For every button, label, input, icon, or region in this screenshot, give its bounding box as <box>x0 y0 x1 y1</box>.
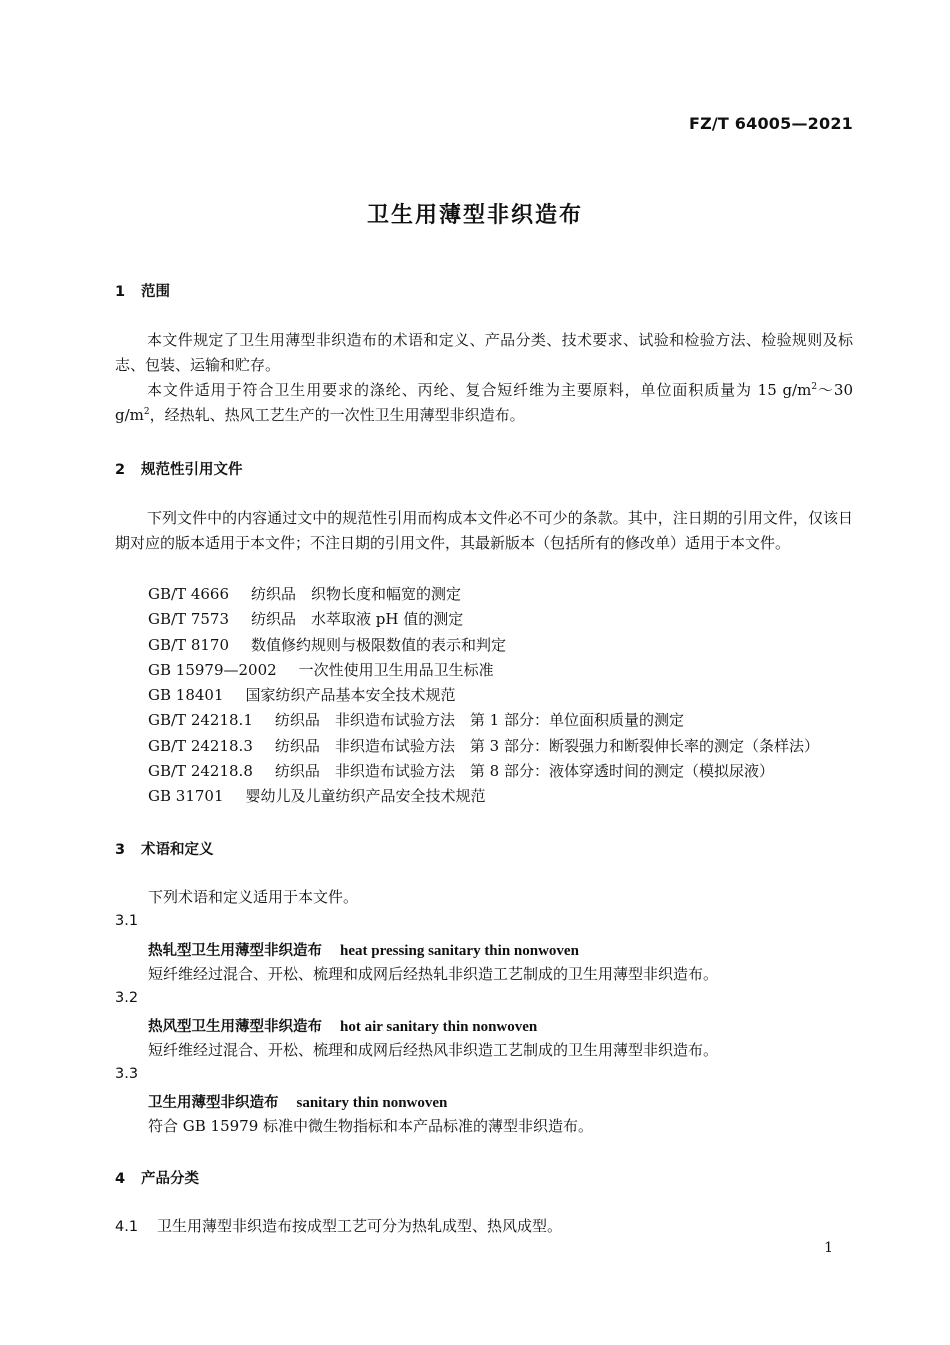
reference-code: GB/T 24218.8 <box>148 762 253 781</box>
term-english: hot air sanitary thin nonwoven <box>340 1019 538 1035</box>
reference-code: GB 18401 <box>148 686 224 705</box>
term-chinese: 热风型卫生用薄型非织造布 <box>148 1019 322 1035</box>
reference-title: 纺织品 非织造布试验方法 第 8 部分：液体穿透时间的测定（模拟尿液） <box>274 762 774 781</box>
reference-title: 国家纺织产品基本安全技术规范 <box>245 686 456 705</box>
term-number: 3.3 <box>115 1066 139 1082</box>
term-definition: 短纤维经过混合、开松、梳理和成网后经热轧非织造工艺制成的卫生用薄型非织造布。 <box>148 965 719 983</box>
term-number: 3.1 <box>115 913 139 929</box>
clause-number: 4.1 <box>115 1219 139 1235</box>
scope-paragraph-1: 本文件规定了卫生用薄型非织造布的术语和定义、产品分类、技术要求、试验和检验方法、检验规则及标志、包装、运输和贮存。 <box>115 331 853 374</box>
reference-list <box>148 582 819 810</box>
reference-item <box>148 734 819 759</box>
scope-paragraph-2-part-b: ～30 g/m <box>115 381 853 424</box>
reference-item <box>148 784 819 809</box>
reference-item <box>148 633 819 658</box>
term-heading <box>148 1015 537 1036</box>
reference-item <box>148 759 819 784</box>
document-title: 卫生用薄型非织造布 <box>366 203 583 228</box>
section-title: 产品分类 <box>141 1171 199 1187</box>
reference-code: GB/T 24218.1 <box>148 711 253 730</box>
term-chinese: 卫生用薄型非织造布 <box>148 1095 279 1111</box>
standard-code: FZ/T 64005—2021 <box>688 114 853 133</box>
section-3-heading <box>115 838 214 859</box>
term-heading <box>148 939 579 960</box>
scope-paragraph-2-part-a: 本文件适用于符合卫生用要求的涤纶、丙纶、复合短纤维为主要原料，单位面积质量为 15 g/m <box>147 381 812 399</box>
term-definition: 符合 GB 15979 标准中微生物指标和本产品标准的薄型非织造布。 <box>148 1117 594 1135</box>
term-english: sanitary thin nonwoven <box>296 1095 448 1111</box>
terms-intro: 下列术语和定义适用于本文件。 <box>148 888 359 906</box>
term-number: 3.2 <box>115 990 139 1006</box>
reference-item <box>148 683 819 708</box>
section-number: 4 <box>115 1171 126 1187</box>
reference-item <box>148 607 819 632</box>
reference-item <box>148 582 819 607</box>
section-number: 2 <box>115 462 126 478</box>
reference-code: GB/T 8170 <box>148 635 230 654</box>
section-1-heading <box>115 280 170 301</box>
section-number: 1 <box>115 284 126 300</box>
section-4-heading <box>115 1167 199 1188</box>
page-number: 1 <box>824 1240 833 1256</box>
reference-title: 纺织品 织物长度和幅宽的测定 <box>251 585 462 603</box>
reference-code: GB/T 24218.3 <box>148 736 253 755</box>
normative-references-paragraph: 下列文件中的内容通过文中的规范性引用而构成本文件必不可少的条款。其中，注日期的引用文件，仅该日期对应的版本适用于本文件；不注日期的引用文件，其最新版本（包括所有的修改单）适用于本文件。 <box>115 509 853 552</box>
reference-title: 纺织品 非织造布试验方法 第 3 部分：断裂强力和断裂伸长率的测定（条样法） <box>274 736 819 755</box>
reference-title: 一次性使用卫生用品卫生标准 <box>298 660 494 679</box>
section-title: 范围 <box>141 284 170 300</box>
superscript: 2 <box>143 407 150 417</box>
reference-title: 纺织品 非织造布试验方法 第 1 部分：单位面积质量的测定 <box>274 711 684 730</box>
term-definition: 短纤维经过混合、开松、梳理和成网后经热风非织造工艺制成的卫生用薄型非织造布。 <box>148 1041 719 1059</box>
section-title: 规范性引用文件 <box>141 462 243 478</box>
reference-code: GB 15979—2002 <box>148 660 277 679</box>
reference-item <box>148 708 819 733</box>
clause-text: 卫生用薄型非织造布按成型工艺可分为热轧成型、热风成型。 <box>157 1217 563 1235</box>
reference-code: GB/T 4666 <box>148 585 230 603</box>
reference-title: 数值修约规则与极限数值的表示和判定 <box>251 635 507 654</box>
term-heading <box>148 1091 447 1112</box>
superscript: 2 <box>811 382 818 392</box>
reference-title: 婴幼儿及儿童纺织产品安全技术规范 <box>245 787 486 806</box>
scope-paragraph-2 <box>115 378 853 428</box>
reference-code: GB/T 7573 <box>148 610 230 629</box>
reference-title: 纺织品 水萃取液 pH 值的测定 <box>251 610 464 629</box>
section-number: 3 <box>115 842 126 858</box>
scope-paragraph-2-part-c: ，经热轧、热风工艺生产的一次性卫生用薄型非织造布。 <box>149 406 525 424</box>
section-title: 术语和定义 <box>141 842 214 858</box>
section-2-heading <box>115 458 243 479</box>
term-english: heat pressing sanitary thin nonwoven <box>340 943 579 959</box>
reference-item <box>148 658 819 683</box>
reference-code: GB 31701 <box>148 787 224 806</box>
term-chinese: 热轧型卫生用薄型非织造布 <box>148 943 322 959</box>
clause-4-1 <box>115 1214 562 1240</box>
